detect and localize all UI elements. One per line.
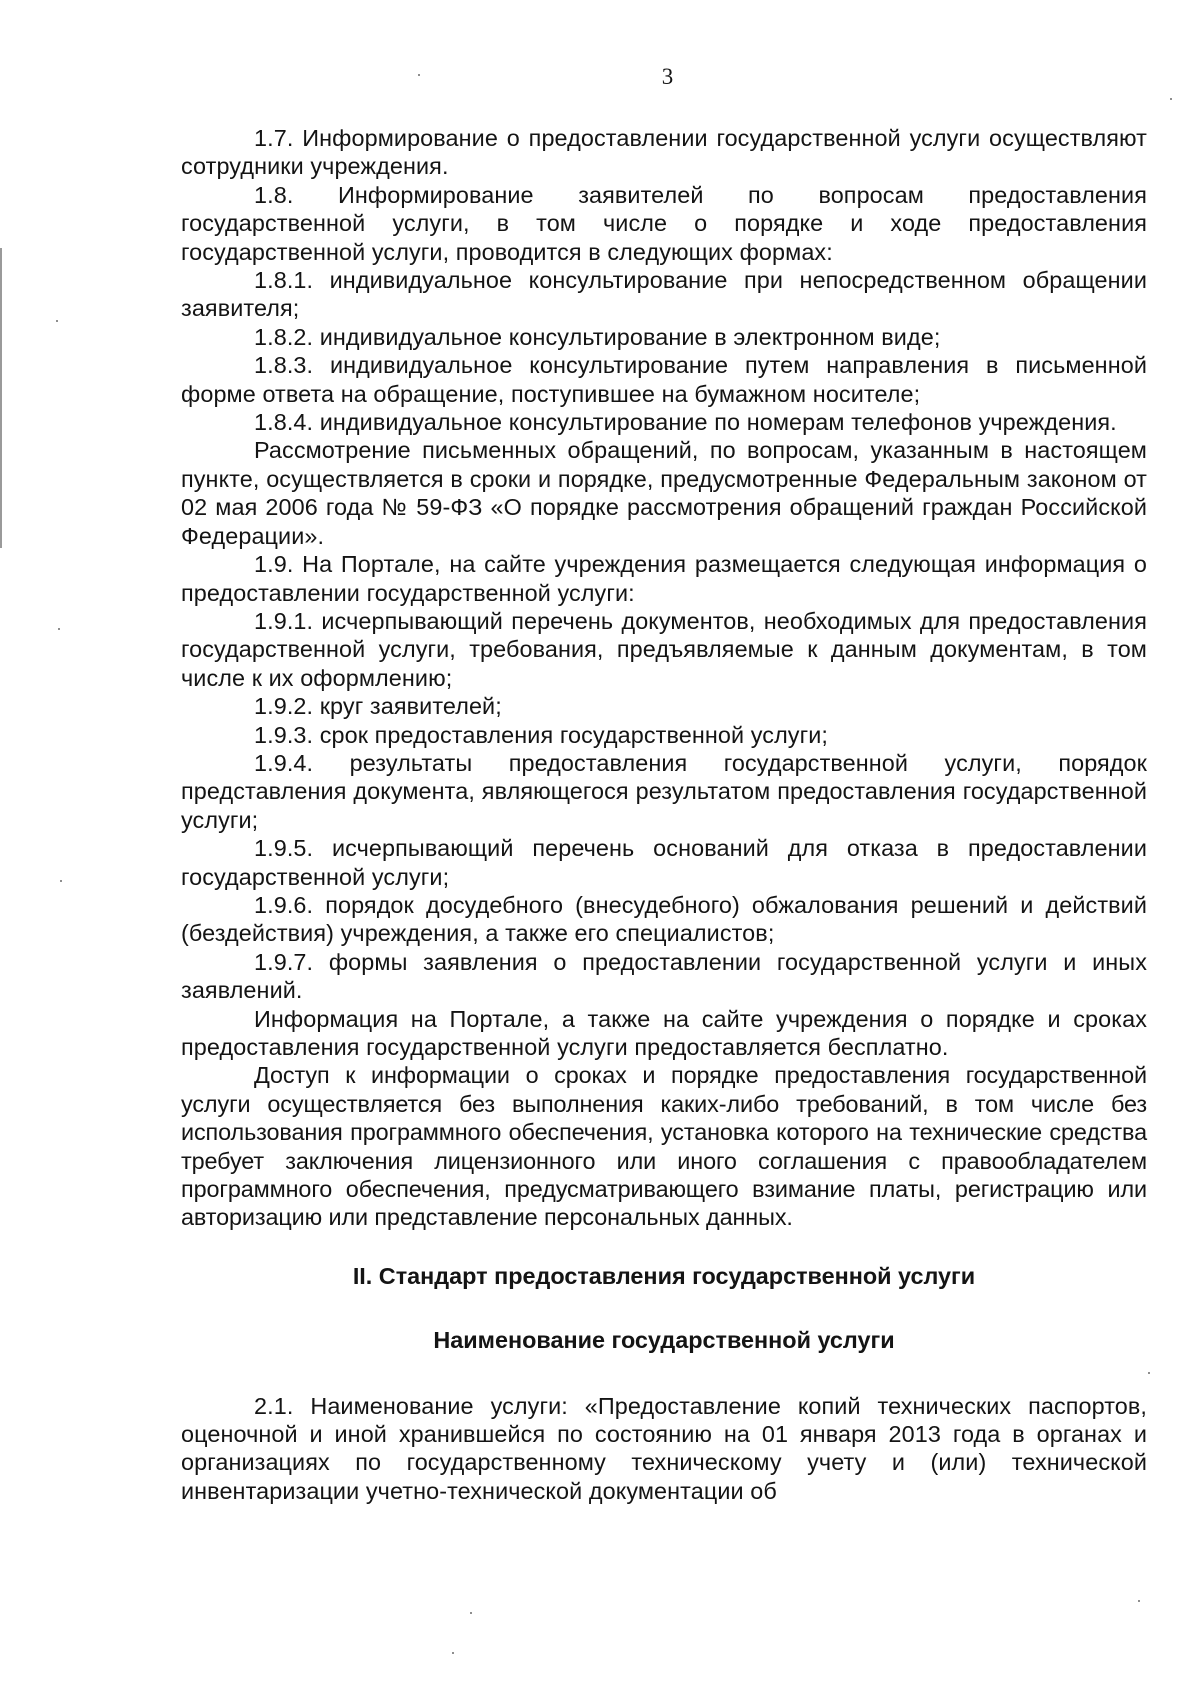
paragraph-1-9-2: 1.9.2. круг заявителей; [254, 693, 502, 720]
scan-speck [58, 628, 60, 630]
section-heading: II. Стандарт предоставления государственной услуги [352, 1262, 976, 1289]
paragraph-1-7: 1.7. Информирование о предоставлении государственной услуги осуществляют сотрудники учреждения. [181, 125, 1147, 180]
page-number: 3 [661, 64, 674, 89]
paragraph-1-8: 1.8. Информирование заявителей по вопросам предоставления государственной услуги, в том числе о порядке и ходе предоставления государственной услуги, проводится в следующих формах: [181, 181, 1147, 265]
paragraph-2-1: 2.1. Наименование услуги: «Предоставление копий технических паспортов, оценочной и иной хранившейся по состоянию на 01 января 2013 года в органах и организациях по государственному техническому учету и (или) технической инвентаризации учетно-технической документации об [181, 1392, 1147, 1504]
paragraph-1-9-6: 1.9.6. порядок досудебного (внесудебного) обжалования решений и действий (бездействия) учреждения, а также его специалистов; [181, 891, 1147, 947]
paragraph-1-8-1: 1.8.1. индивидуальное консультирование при непосредственном обращении заявителя; [181, 267, 1147, 322]
paragraph-1-8-2: 1.8.2. индивидуальное консультирование в электронном виде; [254, 323, 941, 350]
scan-speck [60, 880, 62, 882]
paragraph-portal-info: Информация на Портале, а также на сайте учреждения о порядке и сроках предоставления государственной услуги предоставляется бесплатно. [181, 1005, 1147, 1060]
scan-speck [1138, 1600, 1140, 1602]
scan-speck [418, 74, 420, 76]
paragraph-1-9-3: 1.9.3. срок предоставления государственной услуги; [254, 721, 829, 748]
paragraph-1-9-1: 1.9.1. исчерпывающий перечень документов, необходимых для предоставления государственной услуги, требования, предъявляемые к данным документам, в том числе к их оформлению; [181, 607, 1147, 691]
subsection-heading: Наименование государственной услуги [433, 1327, 895, 1354]
paragraph-1-9-4: 1.9.4. результаты предоставления государственной услуги, порядок представления документа, являющегося результатом предоставления государственной услуги; [181, 749, 1147, 833]
paragraph-1-9-5: 1.9.5. исчерпывающий перечень оснований для отказа в предоставлении государственной услуги; [181, 835, 1147, 890]
scan-edge-mark [0, 248, 2, 548]
paragraph-1-8-4: 1.8.4. индивидуальное консультирование по номерам телефонов учреждения. [254, 409, 1117, 436]
paragraph-1-9: 1.9. На Портале, на сайте учреждения размещается следующая информация о предоставлении государственной услуги: [181, 551, 1147, 606]
scan-speck [470, 1612, 472, 1614]
paragraph-access: Доступ к информации о сроках и порядке предоставления государственной услуги осуществляется без выполнения каких-либо требований, в том числе без использования программного обеспечения, установка которого на технические средства требует заключения лицензионного или иного соглашения с правообладателем программного обеспечения, предусматривающего взимание платы, регистрацию или авторизацию или представление персональных данных. [181, 1062, 1147, 1231]
paragraph-consideration: Рассмотрение письменных обращений, по вопросам, указанным в настоящем пункте, осуществляется в сроки и порядке, предусмотренные Федеральным законом от 02 мая 2006 года № 59-ФЗ «О порядке рассмотрения обращений граждан Российской Федерации». [181, 437, 1147, 549]
document-body [181, 124, 1147, 1505]
paragraph-1-8-3: 1.8.3. индивидуальное консультирование путем направления в письменной форме ответа на обращение, поступившее на бумажном носителе; [181, 352, 1147, 407]
scan-speck [56, 320, 58, 322]
paragraph-1-9-7: 1.9.7. формы заявления о предоставлении государственной услуги и иных заявлений. [181, 948, 1147, 1004]
scan-speck [1170, 98, 1172, 100]
scan-speck [452, 1652, 454, 1654]
scan-speck [1148, 1372, 1150, 1374]
